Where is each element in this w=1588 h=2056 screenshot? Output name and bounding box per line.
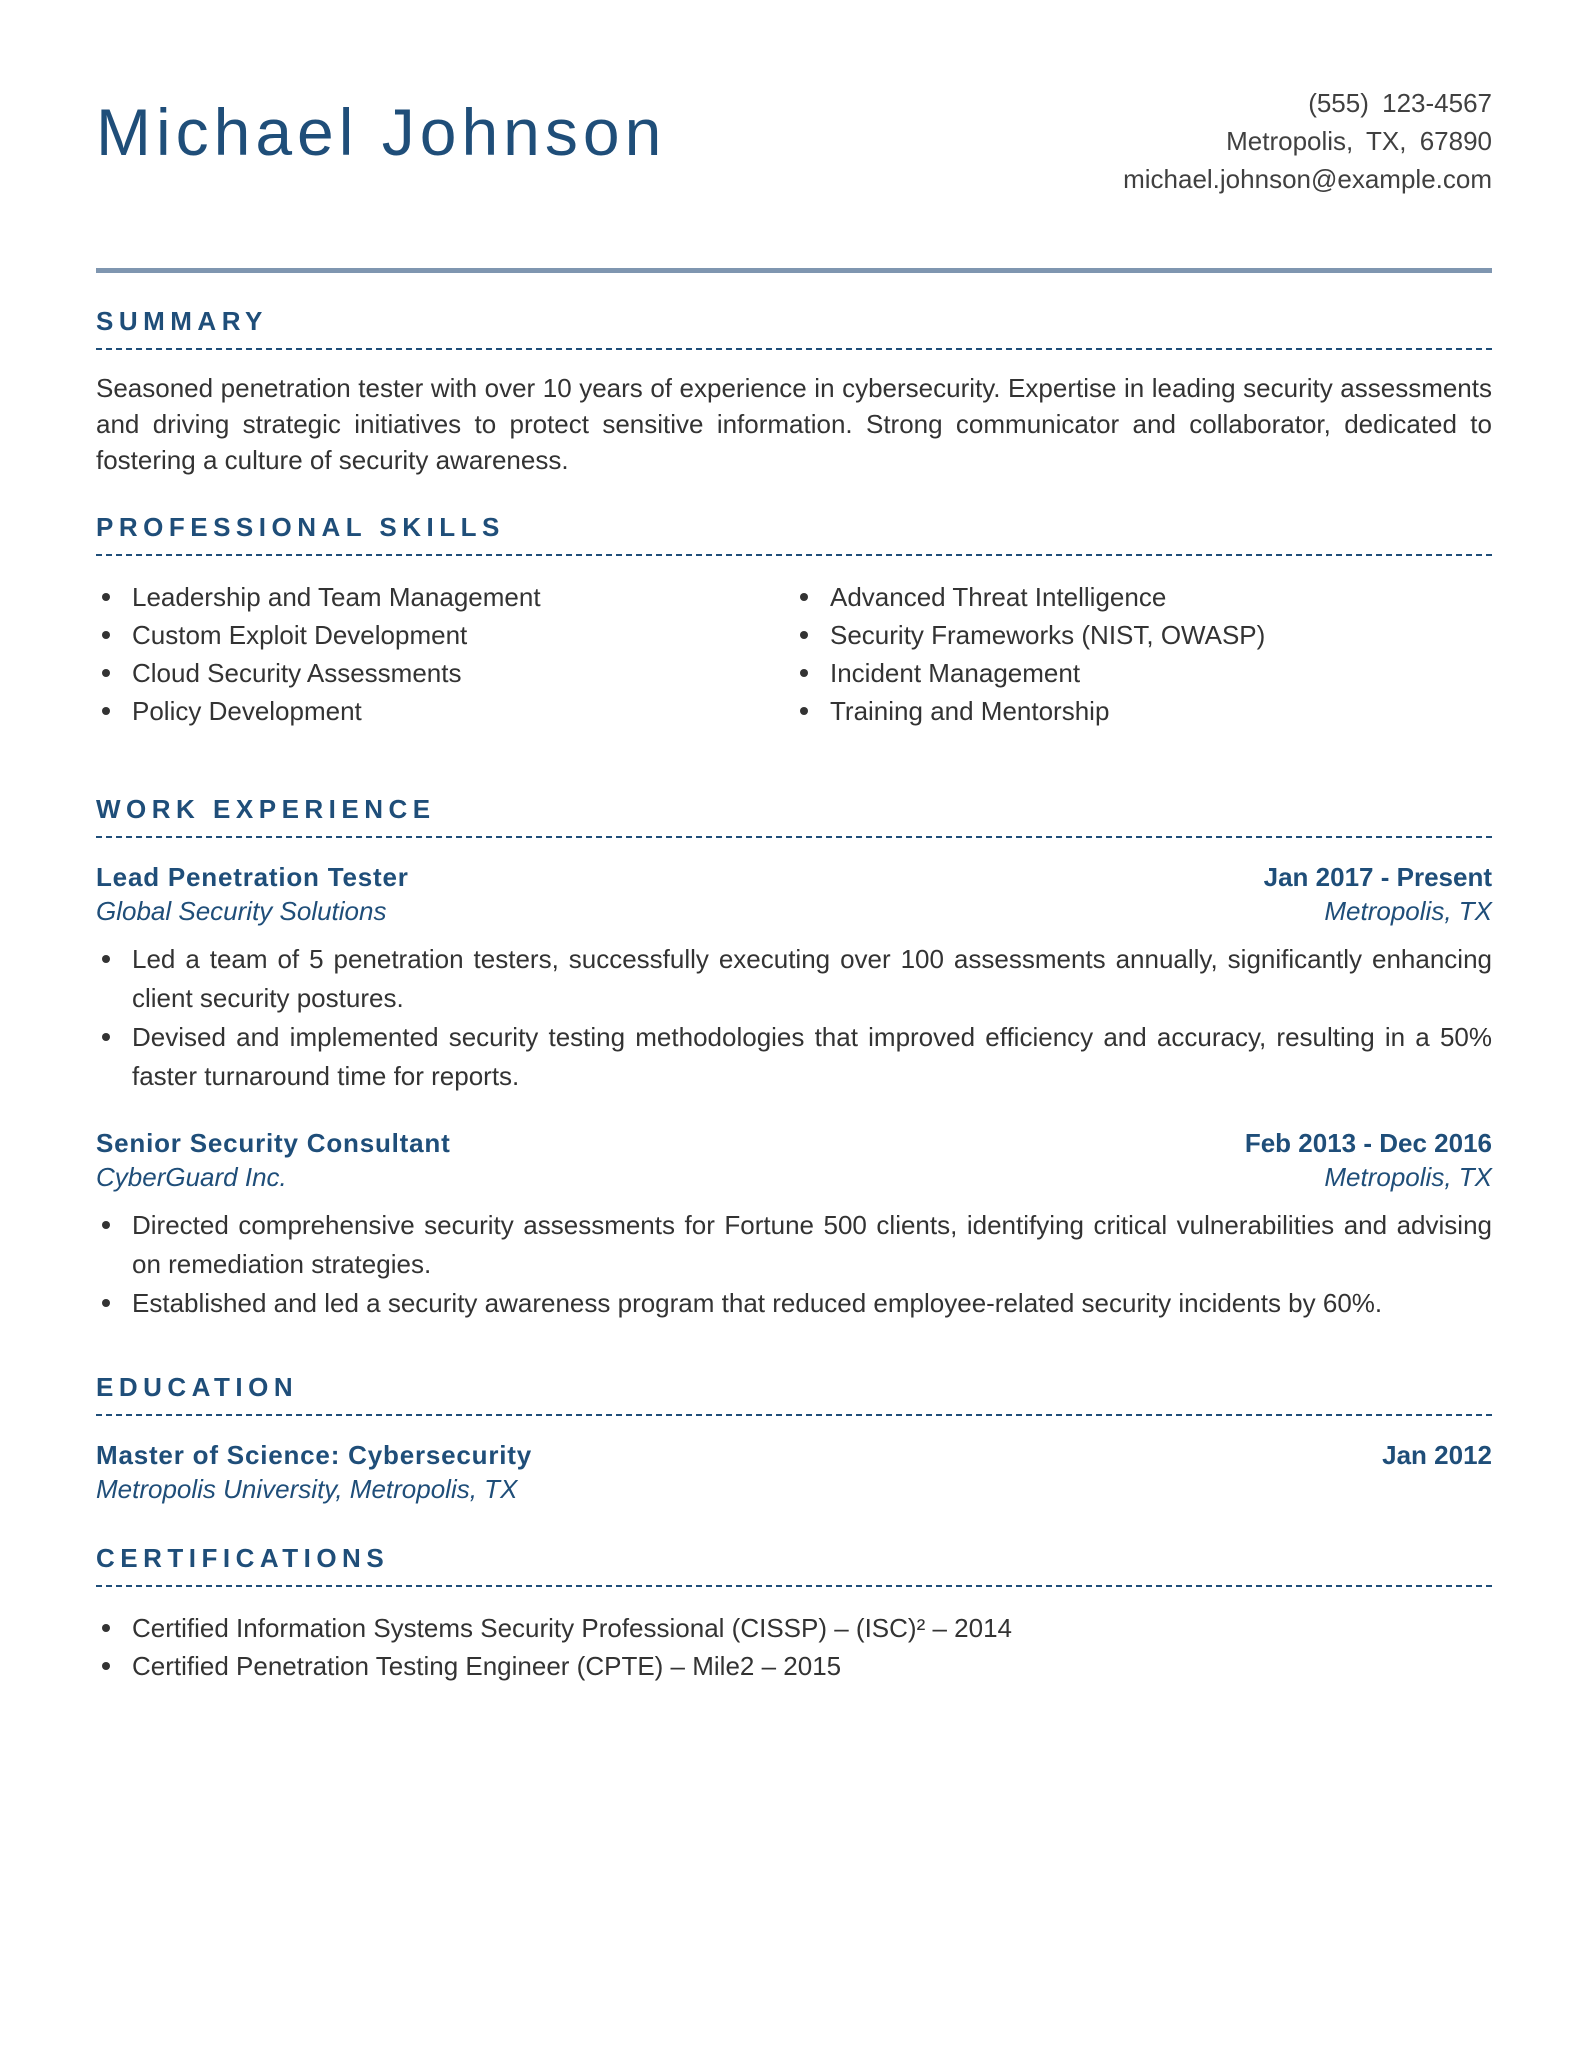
bullet-icon	[800, 707, 808, 715]
bullet-icon	[102, 1662, 110, 1670]
contact-info	[1123, 84, 1492, 198]
bullet-icon	[102, 707, 110, 715]
job-entry	[96, 860, 1492, 1096]
company-name: Global Security Solutions	[96, 896, 387, 926]
job-bullet: Devised and implemented security testing methodologies that improved efficiency and accuracy, resulting in a 50% faster turnaround time for reports.	[96, 1018, 1492, 1096]
certification-item: Certified Penetration Testing Engineer (CPTE) – Mile2 – 2015	[96, 1647, 1492, 1685]
skill-item: Custom Exploit Development	[96, 616, 794, 654]
section-title-experience: WORK EXPERIENCE	[96, 794, 436, 824]
experience-section	[96, 794, 1492, 1323]
skill-item: Cloud Security Assessments	[96, 654, 794, 692]
skills-section	[96, 512, 1492, 730]
section-divider	[96, 836, 1492, 838]
job-bullets	[96, 1206, 1492, 1323]
education-entry	[96, 1438, 1492, 1506]
job-dates: Jan 2017 - Present	[1263, 862, 1492, 892]
skill-item: Training and Mentorship	[794, 692, 1492, 730]
section-title-education: EDUCATION	[96, 1372, 299, 1402]
certifications-section	[96, 1543, 1492, 1685]
resume-header	[96, 0, 1492, 268]
skills-list-right	[794, 578, 1492, 730]
skill-item: Advanced Threat Intelligence	[794, 578, 1492, 616]
job-location: Metropolis, TX	[1324, 1162, 1492, 1192]
job-bullet: Established and led a security awareness program that reduced employee-related security incidents by 60%.	[96, 1284, 1492, 1323]
certifications-list	[96, 1609, 1492, 1685]
skills-list-left	[96, 578, 794, 730]
job-location: Metropolis, TX	[1324, 896, 1492, 926]
certification-item: Certified Information Systems Security Professional (CISSP) – (ISC)² – 2014	[96, 1609, 1492, 1647]
job-bullet: Directed comprehensive security assessments for Fortune 500 clients, identifying critical vulnerabilities and advising on remediation strategies.	[96, 1206, 1492, 1284]
bullet-icon	[800, 631, 808, 639]
bullet-icon	[102, 669, 110, 677]
job-entry	[96, 1126, 1492, 1323]
address: Metropolis, TX, 67890	[1226, 126, 1492, 156]
graduation-date: Jan 2012	[1382, 1440, 1492, 1470]
section-title-summary: SUMMARY	[96, 306, 268, 336]
job-dates: Feb 2013 - Dec 2016	[1244, 1128, 1492, 1158]
bullet-icon	[800, 593, 808, 601]
education-section	[96, 1372, 1492, 1506]
job-title: Senior Security Consultant	[96, 1128, 451, 1158]
skill-item: Leadership and Team Management	[96, 578, 794, 616]
job-title: Lead Penetration Tester	[96, 862, 409, 892]
section-divider	[96, 348, 1492, 350]
skill-item: Policy Development	[96, 692, 794, 730]
section-title-certifications: CERTIFICATIONS	[96, 1543, 390, 1573]
bullet-icon	[800, 669, 808, 677]
summary-section	[96, 306, 1492, 478]
school-name: Metropolis University, Metropolis, TX	[96, 1474, 518, 1504]
bullet-icon	[102, 1624, 110, 1632]
email-address: michael.johnson@example.com	[1123, 164, 1492, 194]
summary-text: Seasoned penetration tester with over 10 years of experience in cybersecurity. Expertise in leading security assessments and driving strategic initiatives to protect sensitive information. Strong communicator and collaborator, dedicated to fostering a culture of security awareness.	[96, 373, 1492, 475]
resume-page	[96, 0, 1492, 1681]
bullet-icon	[102, 955, 110, 963]
section-title-skills: PROFESSIONAL SKILLS	[96, 512, 505, 542]
phone-number: (555) 123-4567	[1308, 88, 1492, 118]
job-bullets	[96, 940, 1492, 1096]
bullet-icon	[102, 1033, 110, 1041]
company-name: CyberGuard Inc.	[96, 1162, 287, 1192]
section-divider	[96, 1414, 1492, 1416]
skill-item: Incident Management	[794, 654, 1492, 692]
candidate-name: Michael Johnson	[96, 95, 667, 169]
degree: Master of Science: Cybersecurity	[96, 1440, 532, 1470]
section-divider	[96, 1585, 1492, 1587]
skills-grid	[96, 578, 1492, 730]
header-divider	[96, 268, 1492, 273]
section-divider	[96, 554, 1492, 556]
bullet-icon	[102, 1221, 110, 1229]
skill-item: Security Frameworks (NIST, OWASP)	[794, 616, 1492, 654]
bullet-icon	[102, 593, 110, 601]
bullet-icon	[102, 1299, 110, 1307]
bullet-icon	[102, 631, 110, 639]
job-bullet: Led a team of 5 penetration testers, successfully executing over 100 assessments annually, significantly enhancing client security postures.	[96, 940, 1492, 1018]
